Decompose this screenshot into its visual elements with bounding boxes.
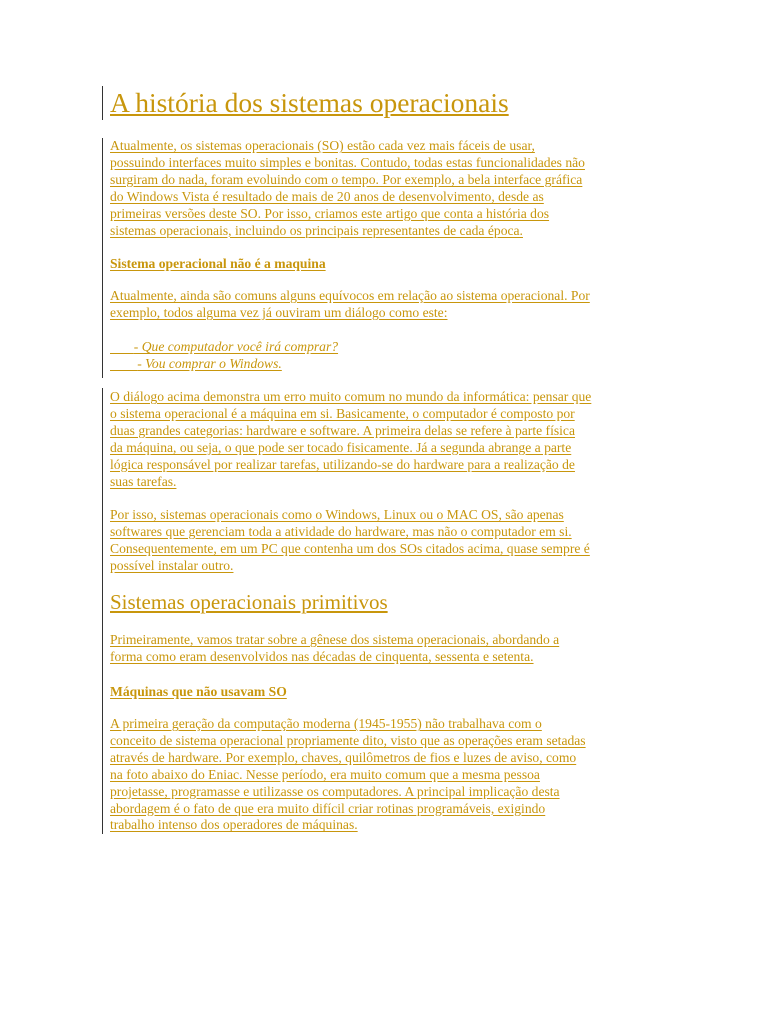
dialog-block [110,339,670,373]
paragraph-line: da máquina, ou seja, o que pode ser tocado fisicamente. Já a segunda abrange a parte [110,439,572,455]
paragraph-line: O diálogo acima demonstra um erro muito comum no mundo da informática: pensar que [110,389,592,404]
paragraph-line: duas grandes categorias: hardware e software. A primeira delas se refere à parte física [110,422,575,438]
paragraph-misconceptions [110,288,670,322]
intro-line: do Windows Vista é resultado de mais de 20 anos de desenvolvimento, desde as [110,188,544,204]
paragraph-first-generation [110,716,670,834]
intro-line: surgiram do nada, foram evoluindo com o tempo. Por exemplo, a bela interface gráfica [110,171,583,187]
intro-line: Atualmente, os sistemas operacionais (SO) estão cada vez mais fáceis de usar, [110,138,535,153]
revision-bar-body-1 [102,138,103,378]
intro-line: sistemas operacionais, incluindo os principais representantes de cada época. [110,222,523,238]
dialog-line-question: - Que computador você irá comprar? [133,339,339,354]
subheading-os-not-machine: Sistema operacional não é a maquina [110,256,326,271]
intro-line: possuindo interfaces muito simples e bonitas. Contudo, todas estas funcionalidades não [110,154,585,170]
paragraph-os-examples [110,507,670,575]
dialog-line-answer: - Vou comprar o Windows. [137,355,282,371]
revision-bar-body-2 [102,388,103,834]
paragraph-line: forma como eram desenvolvidos nas décadas de cinquenta, sessenta e setenta. [110,648,534,664]
paragraph-line: Primeiramente, vamos tratar sobre a gênese dos sistema operacionais, abordando a [110,632,560,647]
paragraph-line: lógica responsável por realizar tarefas, utilizando-se do hardware para a realização de [110,456,575,472]
paragraph-line: possível instalar outro. [110,557,234,573]
paragraph-line: através de hardware. Por exemplo, chaves, quilômetros de fios e luzes de aviso, como [110,749,577,765]
paragraph-line: Por isso, sistemas operacionais como o Windows, Linux ou o MAC OS, são apenas [110,507,564,522]
subheading-machines-without-os: Máquinas que não usavam SO [110,684,287,699]
intro-line: primeiras versões deste SO. Por isso, criamos este artigo que conta a história dos [110,205,550,221]
article-title: A história dos sistemas operacionais [110,87,509,118]
paragraph-line: suas tarefas. [110,473,177,489]
paragraph-line: conceito de sistema operacional propriamente dito, visto que as operações eram setadas [110,732,586,748]
paragraph-line: projetasse, programasse e utilizasse os computadores. A principal implicação desta [110,783,560,799]
paragraph-genesis [110,632,670,666]
intro-paragraph [110,138,670,239]
paragraph-line: abordagem é o fato de que era muito difícil criar rotinas programáveis, exigindo [110,800,546,816]
section-heading-primitive-os: Sistemas operacionais primitivos [110,590,388,614]
paragraph-dialog-explanation [110,389,670,490]
paragraph-line: exemplo, todos alguma vez já ouviram um diálogo como este: [110,304,448,320]
paragraph-line: trabalho intenso dos operadores de máquinas. [110,817,358,833]
revision-bar-title [102,86,103,120]
paragraph-line: o sistema operacional é a máquina em si. Basicamente, o computador é composto por [110,405,575,421]
paragraph-line: Atualmente, ainda são comuns alguns equívocos em relação ao sistema operacional. Por [110,288,590,303]
paragraph-line: softwares que gerenciam toda a atividade do hardware, mas não o computador em si. [110,523,572,539]
paragraph-line: na foto abaixo do Eniac. Nesse período, era muito comum que a mesma pessoa [110,766,540,782]
paragraph-line: Consequentemente, em um PC que contenha um dos SOs citados acima, quase sempre é [110,540,590,556]
paragraph-line: A primeira geração da computação moderna (1945-1955) não trabalhava com o [110,716,542,731]
